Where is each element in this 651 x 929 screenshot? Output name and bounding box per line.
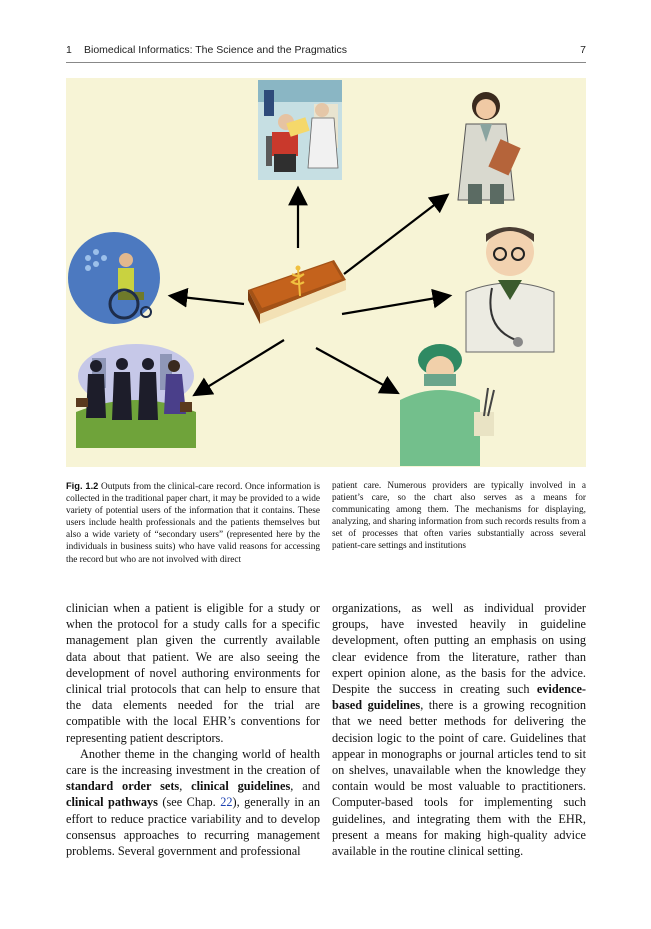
figure-caption-right bbox=[332, 480, 586, 553]
caption-text-left: Outputs from the clinical-care record. Once information is collected in the traditional paper chart, it may be provided to a wide variety of potential users of the information that it contains. These users include health professionals and the patients themselves but also a wide variety of “secondary users” (represented here by the individuals in business suits) who have valid reasons for accessing the record but who are not involved with direct bbox=[66, 482, 321, 565]
term-clinical-pathways: clinical pathways bbox=[66, 795, 158, 810]
figure-label: Fig. 1.2 bbox=[66, 481, 99, 491]
paragraph: clinician when a patient is eligible for a study or when the protocol for a study calls for a specific management plan given the currently available data about that patient. We are also seeing the development of novel authoring environments for clinical trial protocols that can help to ensure that the data elements needed for the trial are compatible with the local EHR’s conventions for representing patient descriptors. bbox=[66, 601, 320, 745]
arrow-to-patient bbox=[172, 296, 244, 304]
arrow-to-physician bbox=[342, 296, 448, 314]
caption-text-right: patient care. Numerous providers are typically involved in a patient’s care, so the chart also serves as a means for communicating among them. The mechanisms for displaying, analyzing, and sharing information from such records results from a set of processes that often varies substantially across several patient-care settings and institutions bbox=[332, 481, 586, 552]
chapter-number: 1 bbox=[66, 44, 72, 56]
arrow-to-doctor bbox=[344, 196, 446, 274]
header-rule bbox=[66, 62, 586, 63]
business-people-icon bbox=[76, 344, 196, 448]
paragraph: Another theme in the changing world of health care is the increasing investment in the creation of standard order sets, clinical guidelines, and clinical pathways (see Chap. 22), generally in an effort to reduce practice variability and to develop consensus approaches to recurring management problems. Several government and professional bbox=[66, 746, 320, 859]
female-doctor-icon bbox=[458, 92, 521, 204]
wheelchair-patient-icon bbox=[68, 232, 160, 324]
term-clinical-guidelines: clinical guidelines bbox=[191, 779, 291, 794]
figure-illustration bbox=[66, 78, 586, 467]
paragraph: organizations, as well as individual provider groups, have invested heavily in guideline development, often putting an emphasis on using clear evidence from the literature, rather than expert opinion alone, as the basis for the advice. Despite the success in creating such evidence-based guidelines, there is a growing recognition that we need better methods for delivering the decision logic to the point of care. Guidelines that appear in monographs or journal articles tend to sit on shelves, unavailable when the knowledge they contain would be most valuable to practitioners. Computer-based tools for implementing such guidelines, and integrating them with the EHR, present a means for making high-quality advice available in the routine clinical setting. bbox=[332, 601, 586, 859]
medical-record-book-icon bbox=[248, 260, 346, 324]
chapter-reference-link[interactable]: 22 bbox=[220, 795, 233, 810]
chapter-title: Biomedical Informatics: The Science and the Pragmatics bbox=[84, 44, 348, 56]
nurse-with-patient-icon bbox=[258, 80, 342, 180]
surgeon-icon bbox=[400, 344, 494, 466]
body-column-right bbox=[332, 600, 586, 859]
clip-art-diagram bbox=[66, 78, 586, 467]
arrow-to-surgeon bbox=[316, 348, 396, 392]
term-standard-order-sets: standard order sets bbox=[66, 779, 180, 794]
term-evidence-based-guidelines: evidence-based guidelines bbox=[332, 682, 586, 713]
page-number: 7 bbox=[580, 44, 586, 56]
physician-with-stethoscope-icon bbox=[466, 227, 554, 352]
body-column-left bbox=[66, 600, 320, 859]
arrow-to-business bbox=[196, 340, 284, 394]
figure-caption-left bbox=[66, 480, 320, 566]
